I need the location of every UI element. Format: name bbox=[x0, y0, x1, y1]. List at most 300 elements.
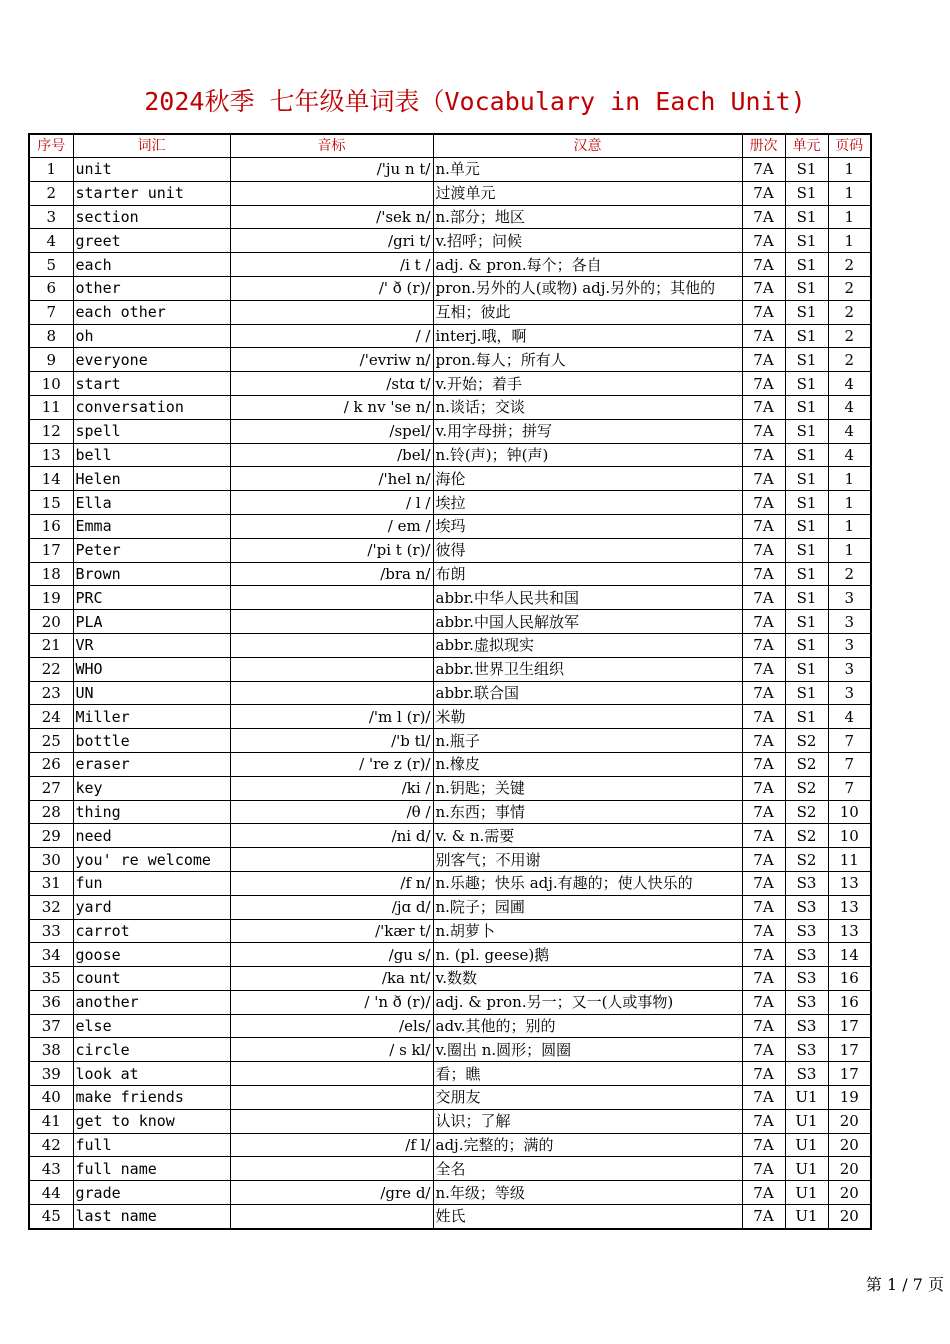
row-phonetic: /'ju n t/ bbox=[230, 158, 433, 182]
row-number: 37 bbox=[29, 1014, 73, 1038]
table-row bbox=[29, 610, 871, 634]
row-book: 7A bbox=[742, 1109, 785, 1133]
row-page: 13 bbox=[828, 871, 871, 895]
row-book: 7A bbox=[742, 943, 785, 967]
row-page: 2 bbox=[828, 348, 871, 372]
row-meaning: pron.每人；所有人 bbox=[433, 348, 742, 372]
row-book: 7A bbox=[742, 419, 785, 443]
row-word: conversation bbox=[73, 395, 230, 419]
row-word: Helen bbox=[73, 467, 230, 491]
row-book: 7A bbox=[742, 586, 785, 610]
row-page: 3 bbox=[828, 657, 871, 681]
row-number: 44 bbox=[29, 1181, 73, 1205]
row-word: other bbox=[73, 276, 230, 300]
row-page: 2 bbox=[828, 276, 871, 300]
row-number: 16 bbox=[29, 514, 73, 538]
row-meaning: n.年级；等级 bbox=[433, 1181, 742, 1205]
row-phonetic: /els/ bbox=[230, 1014, 433, 1038]
row-number: 18 bbox=[29, 562, 73, 586]
row-meaning: v.开始；着手 bbox=[433, 372, 742, 396]
row-phonetic bbox=[230, 633, 433, 657]
row-book: 7A bbox=[742, 372, 785, 396]
header-word: 词汇 bbox=[73, 134, 230, 158]
table-row bbox=[29, 443, 871, 467]
row-page: 2 bbox=[828, 324, 871, 348]
row-meaning: n.院子；园圃 bbox=[433, 895, 742, 919]
row-meaning: adv.其他的；别的 bbox=[433, 1014, 742, 1038]
row-word: greet bbox=[73, 229, 230, 253]
row-phonetic: / 're z (r)/ bbox=[230, 752, 433, 776]
table-row bbox=[29, 967, 871, 991]
table-row bbox=[29, 181, 871, 205]
row-phonetic: / k nv 'se n/ bbox=[230, 395, 433, 419]
row-page: 20 bbox=[828, 1133, 871, 1157]
row-phonetic: /ka nt/ bbox=[230, 967, 433, 991]
row-number: 3 bbox=[29, 205, 73, 229]
row-book: 7A bbox=[742, 324, 785, 348]
row-meaning: 认识；了解 bbox=[433, 1109, 742, 1133]
table-row bbox=[29, 1086, 871, 1110]
row-meaning: n.单元 bbox=[433, 158, 742, 182]
row-phonetic bbox=[230, 300, 433, 324]
row-meaning: abbr.虚拟现实 bbox=[433, 633, 742, 657]
row-number: 30 bbox=[29, 848, 73, 872]
row-number: 28 bbox=[29, 800, 73, 824]
row-unit: S1 bbox=[785, 633, 828, 657]
row-book: 7A bbox=[742, 895, 785, 919]
row-number: 9 bbox=[29, 348, 73, 372]
table-row bbox=[29, 871, 871, 895]
table-row bbox=[29, 467, 871, 491]
row-phonetic bbox=[230, 1086, 433, 1110]
row-word: need bbox=[73, 824, 230, 848]
row-page: 20 bbox=[828, 1109, 871, 1133]
row-page: 10 bbox=[828, 824, 871, 848]
row-meaning: 彼得 bbox=[433, 538, 742, 562]
row-phonetic bbox=[230, 848, 433, 872]
row-meaning: 埃拉 bbox=[433, 491, 742, 515]
row-number: 43 bbox=[29, 1157, 73, 1181]
row-meaning: 过渡单元 bbox=[433, 181, 742, 205]
row-book: 7A bbox=[742, 657, 785, 681]
row-unit: S1 bbox=[785, 562, 828, 586]
row-unit: S3 bbox=[785, 895, 828, 919]
table-row bbox=[29, 943, 871, 967]
row-word: VR bbox=[73, 633, 230, 657]
row-page: 16 bbox=[828, 990, 871, 1014]
page-number: 第 1 / 7 页 bbox=[865, 1275, 944, 1294]
row-number: 17 bbox=[29, 538, 73, 562]
row-page: 7 bbox=[828, 776, 871, 800]
table-row bbox=[29, 1133, 871, 1157]
table-row bbox=[29, 824, 871, 848]
table-row bbox=[29, 1014, 871, 1038]
row-book: 7A bbox=[742, 1062, 785, 1086]
row-meaning: 全名 bbox=[433, 1157, 742, 1181]
table-row bbox=[29, 1062, 871, 1086]
table-row bbox=[29, 514, 871, 538]
row-unit: S3 bbox=[785, 943, 828, 967]
row-phonetic bbox=[230, 1109, 433, 1133]
row-number: 21 bbox=[29, 633, 73, 657]
row-meaning: adj. & pron.每个；各自 bbox=[433, 253, 742, 277]
row-number: 13 bbox=[29, 443, 73, 467]
row-book: 7A bbox=[742, 871, 785, 895]
row-unit: S1 bbox=[785, 395, 828, 419]
row-book: 7A bbox=[742, 848, 785, 872]
row-word: UN bbox=[73, 681, 230, 705]
row-book: 7A bbox=[742, 300, 785, 324]
row-word: circle bbox=[73, 1038, 230, 1062]
row-page: 19 bbox=[828, 1086, 871, 1110]
row-phonetic: /' ð (r)/ bbox=[230, 276, 433, 300]
header-phonetic: 音标 bbox=[230, 134, 433, 158]
row-book: 7A bbox=[742, 776, 785, 800]
row-page: 2 bbox=[828, 300, 871, 324]
row-unit: S1 bbox=[785, 705, 828, 729]
row-meaning: 海伦 bbox=[433, 467, 742, 491]
row-unit: S1 bbox=[785, 205, 828, 229]
row-number: 2 bbox=[29, 181, 73, 205]
row-page: 1 bbox=[828, 491, 871, 515]
row-phonetic: /'sek n/ bbox=[230, 205, 433, 229]
table-row bbox=[29, 229, 871, 253]
row-unit: U1 bbox=[785, 1086, 828, 1110]
row-word: full bbox=[73, 1133, 230, 1157]
row-unit: S1 bbox=[785, 610, 828, 634]
row-unit: S2 bbox=[785, 800, 828, 824]
row-book: 7A bbox=[742, 967, 785, 991]
row-book: 7A bbox=[742, 158, 785, 182]
row-book: 7A bbox=[742, 181, 785, 205]
row-book: 7A bbox=[742, 752, 785, 776]
row-meaning: 交朋友 bbox=[433, 1086, 742, 1110]
row-book: 7A bbox=[742, 1205, 785, 1229]
row-page: 17 bbox=[828, 1014, 871, 1038]
row-book: 7A bbox=[742, 681, 785, 705]
row-book: 7A bbox=[742, 824, 785, 848]
row-book: 7A bbox=[742, 1157, 785, 1181]
row-word: starter unit bbox=[73, 181, 230, 205]
row-page: 16 bbox=[828, 967, 871, 991]
row-page: 3 bbox=[828, 633, 871, 657]
row-book: 7A bbox=[742, 276, 785, 300]
table-row bbox=[29, 1205, 871, 1229]
table-row bbox=[29, 491, 871, 515]
row-phonetic: / s kl/ bbox=[230, 1038, 433, 1062]
row-number: 14 bbox=[29, 467, 73, 491]
row-number: 19 bbox=[29, 586, 73, 610]
row-unit: S1 bbox=[785, 348, 828, 372]
row-word: carrot bbox=[73, 919, 230, 943]
row-book: 7A bbox=[742, 1038, 785, 1062]
row-number: 22 bbox=[29, 657, 73, 681]
row-word: PRC bbox=[73, 586, 230, 610]
table-row bbox=[29, 395, 871, 419]
row-word: fun bbox=[73, 871, 230, 895]
row-phonetic bbox=[230, 1157, 433, 1181]
row-word: eraser bbox=[73, 752, 230, 776]
table-row bbox=[29, 919, 871, 943]
row-phonetic: / em / bbox=[230, 514, 433, 538]
row-meaning: interj.哦，啊 bbox=[433, 324, 742, 348]
row-page: 3 bbox=[828, 586, 871, 610]
table-row bbox=[29, 848, 871, 872]
row-meaning: 看；瞧 bbox=[433, 1062, 742, 1086]
table-row bbox=[29, 776, 871, 800]
table-row bbox=[29, 158, 871, 182]
row-unit: S1 bbox=[785, 324, 828, 348]
row-number: 5 bbox=[29, 253, 73, 277]
row-book: 7A bbox=[742, 491, 785, 515]
row-phonetic: /θ / bbox=[230, 800, 433, 824]
table-row bbox=[29, 895, 871, 919]
row-meaning: abbr.联合国 bbox=[433, 681, 742, 705]
row-book: 7A bbox=[742, 800, 785, 824]
row-page: 4 bbox=[828, 705, 871, 729]
row-meaning: n.部分；地区 bbox=[433, 205, 742, 229]
row-phonetic bbox=[230, 681, 433, 705]
row-phonetic: /ni d/ bbox=[230, 824, 433, 848]
row-word: section bbox=[73, 205, 230, 229]
row-word: get to know bbox=[73, 1109, 230, 1133]
row-phonetic: /gu s/ bbox=[230, 943, 433, 967]
row-unit: S1 bbox=[785, 681, 828, 705]
row-unit: U1 bbox=[785, 1109, 828, 1133]
row-word: Emma bbox=[73, 514, 230, 538]
table-header-row bbox=[29, 134, 871, 158]
row-page: 20 bbox=[828, 1157, 871, 1181]
row-book: 7A bbox=[742, 1086, 785, 1110]
row-book: 7A bbox=[742, 633, 785, 657]
row-unit: S1 bbox=[785, 538, 828, 562]
row-book: 7A bbox=[742, 229, 785, 253]
row-number: 39 bbox=[29, 1062, 73, 1086]
row-page: 4 bbox=[828, 395, 871, 419]
table-row bbox=[29, 586, 871, 610]
row-meaning: v. & n.需要 bbox=[433, 824, 742, 848]
table-row bbox=[29, 419, 871, 443]
row-unit: S3 bbox=[785, 990, 828, 1014]
row-meaning: 埃玛 bbox=[433, 514, 742, 538]
row-number: 29 bbox=[29, 824, 73, 848]
row-number: 7 bbox=[29, 300, 73, 324]
row-word: WHO bbox=[73, 657, 230, 681]
row-word: oh bbox=[73, 324, 230, 348]
row-word: look at bbox=[73, 1062, 230, 1086]
row-word: make friends bbox=[73, 1086, 230, 1110]
row-number: 36 bbox=[29, 990, 73, 1014]
row-meaning: 布朗 bbox=[433, 562, 742, 586]
row-unit: S3 bbox=[785, 967, 828, 991]
table-row bbox=[29, 1181, 871, 1205]
row-book: 7A bbox=[742, 1181, 785, 1205]
table-row bbox=[29, 633, 871, 657]
row-word: start bbox=[73, 372, 230, 396]
row-number: 24 bbox=[29, 705, 73, 729]
row-phonetic bbox=[230, 1062, 433, 1086]
row-meaning: n.瓶子 bbox=[433, 729, 742, 753]
row-word: another bbox=[73, 990, 230, 1014]
row-unit: S1 bbox=[785, 586, 828, 610]
row-word: else bbox=[73, 1014, 230, 1038]
table-row bbox=[29, 990, 871, 1014]
row-unit: S2 bbox=[785, 776, 828, 800]
row-phonetic: /'evriw n/ bbox=[230, 348, 433, 372]
row-meaning: adj. & pron.另一；又一(人或事物) bbox=[433, 990, 742, 1014]
table-row bbox=[29, 253, 871, 277]
row-book: 7A bbox=[742, 253, 785, 277]
row-word: thing bbox=[73, 800, 230, 824]
row-page: 13 bbox=[828, 919, 871, 943]
row-unit: S1 bbox=[785, 419, 828, 443]
row-meaning: abbr.中华人民共和国 bbox=[433, 586, 742, 610]
header-book: 册次 bbox=[742, 134, 785, 158]
row-unit: S1 bbox=[785, 181, 828, 205]
row-unit: S2 bbox=[785, 824, 828, 848]
row-book: 7A bbox=[742, 443, 785, 467]
row-meaning: abbr.世界卫生组织 bbox=[433, 657, 742, 681]
row-word: Miller bbox=[73, 705, 230, 729]
row-meaning: 别客气；不用谢 bbox=[433, 848, 742, 872]
row-unit: S3 bbox=[785, 1014, 828, 1038]
row-number: 6 bbox=[29, 276, 73, 300]
row-meaning: n.铃(声)；钟(声) bbox=[433, 443, 742, 467]
row-phonetic bbox=[230, 1205, 433, 1229]
row-phonetic: /'kær t/ bbox=[230, 919, 433, 943]
row-number: 1 bbox=[29, 158, 73, 182]
header-page: 页码 bbox=[828, 134, 871, 158]
row-meaning: v.圈出 n.圆形；圆圈 bbox=[433, 1038, 742, 1062]
row-book: 7A bbox=[742, 990, 785, 1014]
row-word: each bbox=[73, 253, 230, 277]
row-meaning: n. (pl. geese)鹅 bbox=[433, 943, 742, 967]
row-word: you' re welcome bbox=[73, 848, 230, 872]
row-number: 20 bbox=[29, 610, 73, 634]
row-book: 7A bbox=[742, 467, 785, 491]
row-phonetic: /'pi t (r)/ bbox=[230, 538, 433, 562]
row-phonetic: / 'n ð (r)/ bbox=[230, 990, 433, 1014]
row-unit: S1 bbox=[785, 158, 828, 182]
row-phonetic: /'hel n/ bbox=[230, 467, 433, 491]
row-number: 25 bbox=[29, 729, 73, 753]
row-meaning: n.东西；事情 bbox=[433, 800, 742, 824]
row-word: bell bbox=[73, 443, 230, 467]
row-number: 11 bbox=[29, 395, 73, 419]
row-meaning: n.钥匙；关键 bbox=[433, 776, 742, 800]
row-book: 7A bbox=[742, 1133, 785, 1157]
page-title: 2024秋季 七年级单词表（Vocabulary in Each Unit) bbox=[144, 87, 806, 116]
row-unit: S1 bbox=[785, 443, 828, 467]
row-word: bottle bbox=[73, 729, 230, 753]
row-phonetic: /gre d/ bbox=[230, 1181, 433, 1205]
row-book: 7A bbox=[742, 705, 785, 729]
row-number: 34 bbox=[29, 943, 73, 967]
table-row bbox=[29, 681, 871, 705]
row-unit: S2 bbox=[785, 752, 828, 776]
row-unit: S2 bbox=[785, 729, 828, 753]
row-book: 7A bbox=[742, 348, 785, 372]
table-row bbox=[29, 372, 871, 396]
row-book: 7A bbox=[742, 538, 785, 562]
row-word: each other bbox=[73, 300, 230, 324]
header-unit: 单元 bbox=[785, 134, 828, 158]
row-word: Peter bbox=[73, 538, 230, 562]
row-unit: U1 bbox=[785, 1157, 828, 1181]
vocabulary-table bbox=[28, 133, 872, 1230]
row-unit: S1 bbox=[785, 514, 828, 538]
table-row bbox=[29, 538, 871, 562]
row-number: 40 bbox=[29, 1086, 73, 1110]
row-page: 2 bbox=[828, 253, 871, 277]
row-word: last name bbox=[73, 1205, 230, 1229]
row-number: 33 bbox=[29, 919, 73, 943]
row-page: 20 bbox=[828, 1181, 871, 1205]
table-row bbox=[29, 752, 871, 776]
row-page: 13 bbox=[828, 895, 871, 919]
row-unit: S3 bbox=[785, 919, 828, 943]
row-word: count bbox=[73, 967, 230, 991]
row-page: 1 bbox=[828, 467, 871, 491]
row-unit: S1 bbox=[785, 276, 828, 300]
table-row bbox=[29, 1109, 871, 1133]
table-row bbox=[29, 1038, 871, 1062]
row-meaning: n.乐趣；快乐 adj.有趣的；使人快乐的 bbox=[433, 871, 742, 895]
row-number: 31 bbox=[29, 871, 73, 895]
row-page: 7 bbox=[828, 752, 871, 776]
row-number: 26 bbox=[29, 752, 73, 776]
row-phonetic: /jɑ d/ bbox=[230, 895, 433, 919]
table-row bbox=[29, 324, 871, 348]
row-meaning: pron.另外的人(或物) adj.另外的；其他的 bbox=[433, 276, 742, 300]
row-word: unit bbox=[73, 158, 230, 182]
row-meaning: v.招呼；问候 bbox=[433, 229, 742, 253]
row-phonetic: /i t / bbox=[230, 253, 433, 277]
row-unit: S1 bbox=[785, 491, 828, 515]
row-meaning: n.谈话；交谈 bbox=[433, 395, 742, 419]
row-meaning: n.胡萝卜 bbox=[433, 919, 742, 943]
row-word: yard bbox=[73, 895, 230, 919]
row-phonetic: / / bbox=[230, 324, 433, 348]
row-word: grade bbox=[73, 1181, 230, 1205]
row-phonetic: / l / bbox=[230, 491, 433, 515]
table-row bbox=[29, 705, 871, 729]
row-unit: S1 bbox=[785, 372, 828, 396]
row-book: 7A bbox=[742, 729, 785, 753]
row-page: 3 bbox=[828, 681, 871, 705]
row-phonetic: /ki / bbox=[230, 776, 433, 800]
row-unit: U1 bbox=[785, 1181, 828, 1205]
row-number: 41 bbox=[29, 1109, 73, 1133]
row-page: 7 bbox=[828, 729, 871, 753]
row-number: 27 bbox=[29, 776, 73, 800]
row-book: 7A bbox=[742, 395, 785, 419]
row-page: 2 bbox=[828, 562, 871, 586]
row-number: 32 bbox=[29, 895, 73, 919]
row-unit: S3 bbox=[785, 1038, 828, 1062]
row-meaning: n.橡皮 bbox=[433, 752, 742, 776]
row-page: 1 bbox=[828, 514, 871, 538]
row-number: 23 bbox=[29, 681, 73, 705]
row-number: 15 bbox=[29, 491, 73, 515]
row-page: 17 bbox=[828, 1038, 871, 1062]
row-meaning: v.用字母拼；拼写 bbox=[433, 419, 742, 443]
row-number: 10 bbox=[29, 372, 73, 396]
row-meaning: 米勒 bbox=[433, 705, 742, 729]
row-page: 1 bbox=[828, 205, 871, 229]
row-page: 17 bbox=[828, 1062, 871, 1086]
row-phonetic: /'b tl/ bbox=[230, 729, 433, 753]
